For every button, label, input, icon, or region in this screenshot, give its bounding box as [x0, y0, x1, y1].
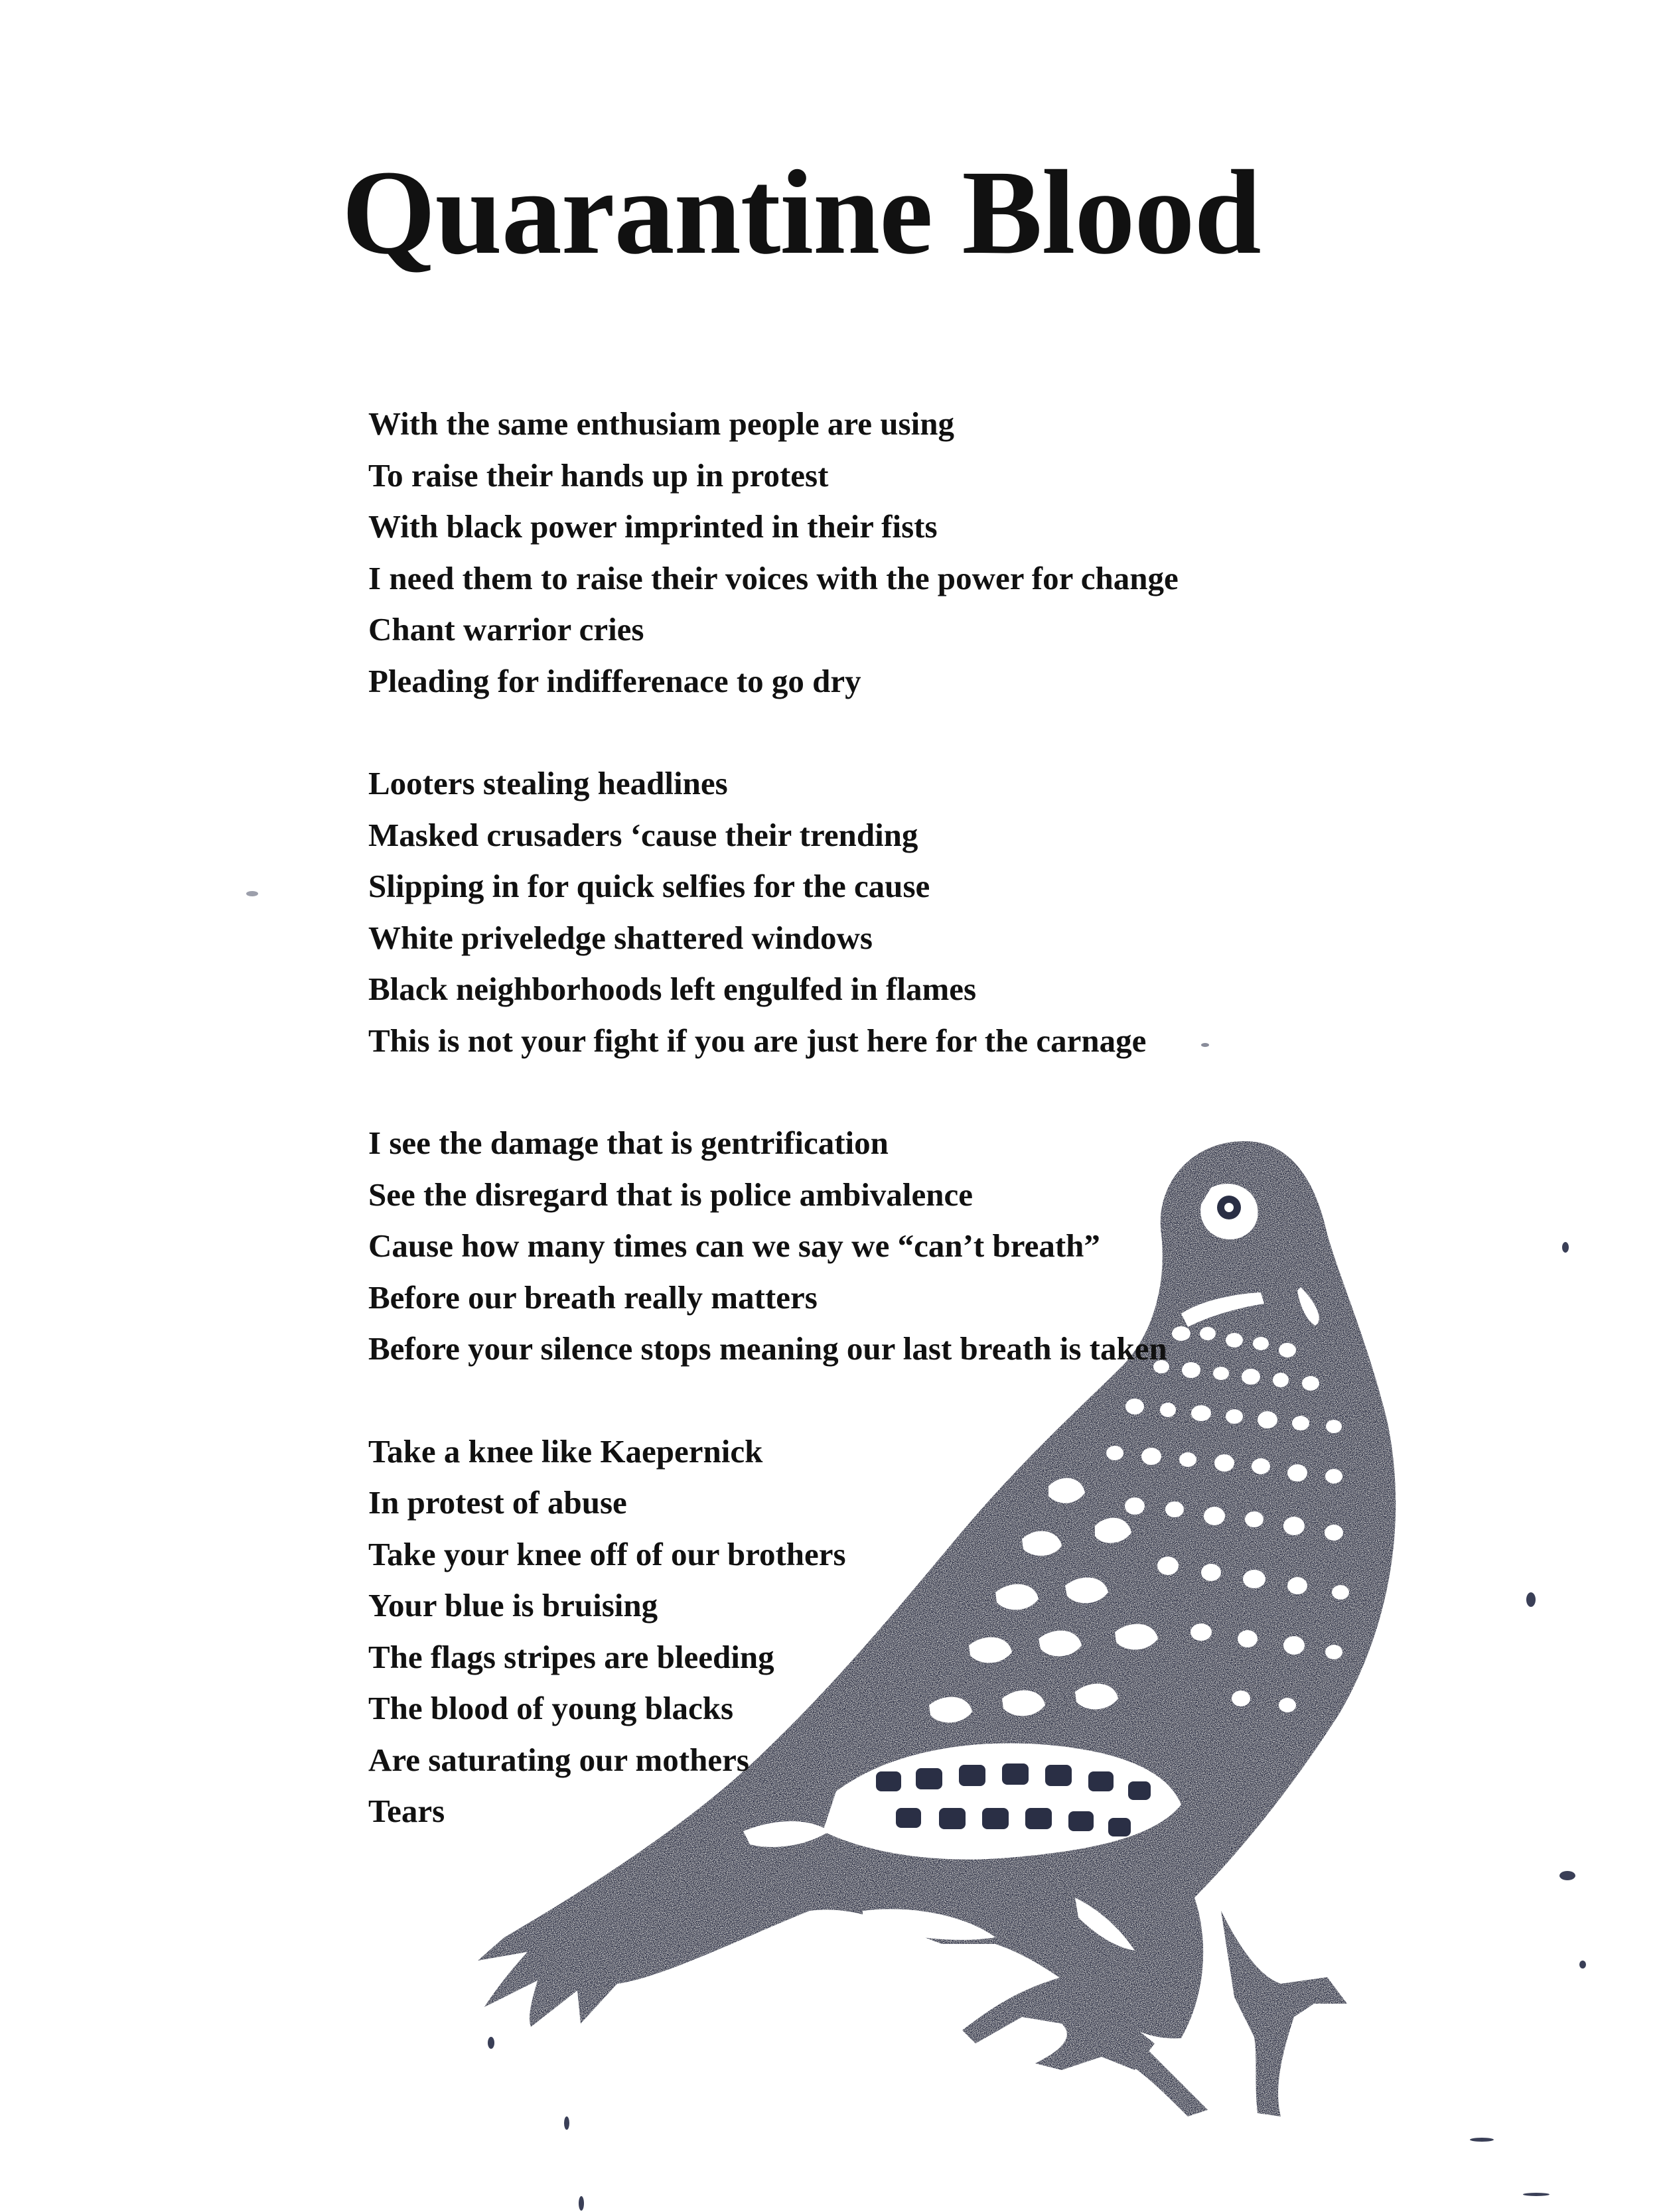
poem-line: Take a knee like Kaepernick — [368, 1432, 763, 1470]
poem-line: Looters stealing headlines — [368, 765, 728, 801]
ink-speck — [579, 2196, 584, 2211]
poem-line: The blood of young blacks — [368, 1690, 734, 1726]
ink-speck — [1523, 2193, 1550, 2196]
poem-line: To raise their hands up in protest — [368, 456, 829, 494]
poem-line: I see the damage that is gentrification — [368, 1125, 889, 1161]
stanza-2 — [368, 758, 1231, 1066]
poem-line: See the disregard that is police ambivalence — [368, 1176, 973, 1213]
poem-line: This is not your fight if you are just here for the carnage — [368, 1022, 1147, 1059]
poem-body — [368, 398, 1231, 1888]
stanza-4 — [368, 1426, 1231, 1837]
poem-line: Black neighborhoods left engulfed in flames — [368, 971, 977, 1007]
poem-line: With the same enthusiam people are using — [368, 405, 954, 442]
poem-line: Slipping in for quick selfies for the cause — [368, 868, 930, 904]
poem-line: Pleading for indifferenace to go dry — [368, 662, 861, 699]
poem-line: Are saturating our mothers — [368, 1741, 749, 1778]
poem-line: In protest of abuse — [368, 1484, 627, 1521]
ink-speck — [246, 891, 258, 896]
ink-speck — [1579, 1961, 1586, 1969]
poem-line: Before your silence stops meaning our last breath is taken — [368, 1330, 1167, 1367]
ink-speck — [1562, 1242, 1569, 1253]
ink-speck — [1526, 1592, 1536, 1607]
poem-line: White priveledge shattered windows — [368, 919, 873, 956]
poem-line: With black power imprinted in their fists — [368, 508, 938, 545]
ink-speck — [1559, 1871, 1575, 1880]
poem-line: Take your knee off of our brothers — [368, 1535, 846, 1572]
poem-line: Your blue is bruising — [368, 1587, 658, 1624]
poem-line: The flags stripes are bleeding — [368, 1638, 774, 1675]
stanza-1 — [368, 398, 1231, 707]
poem-line: Cause how many times can we say we “can’t breath” — [368, 1227, 1100, 1264]
poem-line: Masked crusaders ‘cause their trending — [368, 816, 918, 853]
poem-line: Before our breath really matters — [368, 1279, 818, 1316]
stanza-3 — [368, 1117, 1231, 1375]
poem-title: Quarantine Blood — [342, 146, 1261, 279]
poem-line: Chant warrior cries — [368, 611, 644, 648]
poem-line: I need them to raise their voices with the power for change — [368, 559, 1179, 596]
poem-line: Tears — [368, 1793, 445, 1829]
